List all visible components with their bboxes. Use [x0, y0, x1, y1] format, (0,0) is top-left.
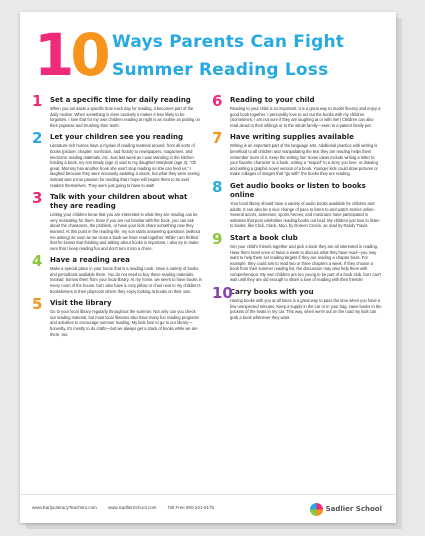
- tip-item-9: [212, 229, 382, 283]
- tip-item-4: [32, 252, 202, 294]
- tip-item-8: [212, 177, 382, 229]
- footer-link-early-literacy[interactable]: www.EarlyLiteracyTeachers.com: [32, 505, 97, 510]
- tip-number: 8: [212, 177, 223, 196]
- printable-sheet: [20, 12, 396, 523]
- tip-text: Having books with you at all times is a great way to pass the time when you have a few unexpected minutes. Keep a supply in the car or in your bag. Have books in the pockets of the seats in my car. This way, when we're out on the road my kids can grab a book whenever they want.: [230, 298, 382, 320]
- logo-mark-icon: [310, 503, 323, 516]
- tip-item-2: [32, 129, 202, 188]
- footer-link-sadlier[interactable]: www.SadlierSchool.com: [108, 505, 157, 510]
- tip-number: 9: [212, 229, 223, 248]
- tip-text: Get your child's friends together and pick a book they are all interested in reading. Have them meet once or twice a week to discuss what they have read—you may want to help them set reading targets if they are reading a chapter book. For example, they could aim to read two or three chapters a week. If they choose a book from their summer reading list, the discussion may also help them with comprehension. My own children are too young to be part of a book club, but I can't wait until they are old enough to share a love of reading with their friends!: [230, 243, 381, 283]
- sheet-footer: [20, 494, 396, 523]
- tip-item-5: [32, 295, 202, 337]
- tip-text: Literature-rich homes have a myriad of reading material around, from all sorts of books (picture, chapter, nonfiction, and fiction) to newspapers, magazines, and electronic reading materials, etc. Just last week as I was standing in the kitchen holding a book, my son Brady (age 4) said to my daughter Marykate (age 3), "Oh great, Mommy has another book she won't stop reading so she can feed us." I laughed because they were anxiously awaiting a snack, but what they were seeing instead was a true passion for reading that I hope will inspire them to be avid readers themselves. They were just going to have to wait!: [50, 143, 200, 188]
- tip-text: Make a special place in your home that is a reading nook. Have a variety of books and periodicals available there. You do not need to buy these reading materials. Instead, borrow them from your local library. At my home, we seem to have books in every room of the house, but I also have a cozy pillow or chair next to my children's bookshelves in their playroom where they enjoy looking at books on their own.: [50, 266, 202, 294]
- tip-number: 5: [32, 295, 43, 314]
- tip-text: Writing is an important part of the language arts. Additional practice with writing is beneficial to all children and manipulating the text they are reading helps them remember more of it. Keep the writing fun! Some ideas include writing a letter to your favorite character in a book, writing a "sequel" to a story you love, or drawing and writing a graphic novel version of a book. Younger kids could draw pictures or make collages of images that "go with" the books they are reading.: [230, 143, 378, 177]
- tip-item-3: [32, 189, 202, 251]
- sadlier-logo: [310, 501, 382, 517]
- tip-text: Your local library should have a variety of audio books available for children and adults. It can also be a nice change of pace to listen to and watch stories online. Several actors, actresses, sports heroes, and musicians have participated in websites that post celebrities reading books out loud. My children just love to listen to books, like Click, Clack, Moo, by Doreen Cronin, as read by Randy Travis.: [230, 200, 380, 229]
- logo-text: Sadlier School: [325, 505, 382, 513]
- tip-item-7: [212, 129, 382, 177]
- left-column: [32, 92, 202, 342]
- tip-text: Reading to your child is so important. It is a great way to model fluency and enjoy a good book together. I personally love to act out the books with my children. (Sometimes, I am not sure if they are laughing at or with me!) Children can also read aloud to their siblings or to the whole family—even to a patient family pet.: [230, 106, 381, 128]
- tip-text: When you set aside a specific time each day for reading, it becomes part of the daily routine. When something is done routinely it makes it less likely to be forgotten. I love that for my own children reading at night is as routine as putting on their pajamas and brushing their teeth.: [50, 106, 200, 128]
- footer-phone: Toll Free 800-221-5175: [167, 505, 215, 510]
- tip-text: Go to your local library regularly throughout the summer. Not only can you check out reading material, but most local libraries also have many fun reading programs and activities to encourage summer reading. My kids love to go to our library—honestly, it's mostly to do crafts—but we always get a stack of books while we are there, too.: [50, 309, 200, 337]
- tip-heading: Get audio books or listen to books online: [230, 181, 366, 199]
- tip-number: 7: [212, 129, 223, 148]
- tip-number: 6: [212, 92, 223, 110]
- tip-text: Letting your children know that you are interested in what they are reading can be very motivating for them. Even if you are not familiar with the book, you can ask about the characters, the problem, or have your kids share something new they learned. At this point in the reading life, my son starts answering questions (without me asking) as soon as we close a book we have read together. While I am thrilled that he knows that thinking and talking about books is important, I also try to make sure that I keep reading fun and don't turn it into a chore.: [50, 212, 200, 251]
- tip-heading: Set a specific time for daily reading: [50, 96, 191, 104]
- tip-heading: Carry books with you: [230, 288, 314, 297]
- sheet-header: [34, 22, 384, 94]
- tip-number: 1: [32, 92, 43, 110]
- big-number-ten: 10: [34, 21, 107, 89]
- tip-number: 2: [32, 129, 43, 148]
- sheet-title: Ways Parents Can Fight Summer Reading Loss: [112, 32, 345, 80]
- footer-links: [32, 505, 224, 510]
- tip-item-1: [32, 92, 202, 128]
- tip-heading: Start a book club: [230, 233, 298, 242]
- tip-item-10: [212, 284, 382, 320]
- tip-heading: Let your children see you reading: [50, 133, 184, 142]
- tip-number: 10: [212, 284, 233, 303]
- tip-heading: Have a reading area: [50, 256, 130, 265]
- right-column: [212, 92, 382, 325]
- tip-heading: Reading to your child: [230, 96, 315, 104]
- tip-number: 4: [32, 252, 43, 271]
- tip-item-6: [212, 92, 382, 128]
- tip-heading: Visit the library: [50, 299, 112, 308]
- tip-number: 3: [32, 189, 43, 208]
- tip-heading: Talk with your children about what they are reading: [50, 193, 188, 211]
- tip-heading: Have writing supplies available: [230, 133, 354, 142]
